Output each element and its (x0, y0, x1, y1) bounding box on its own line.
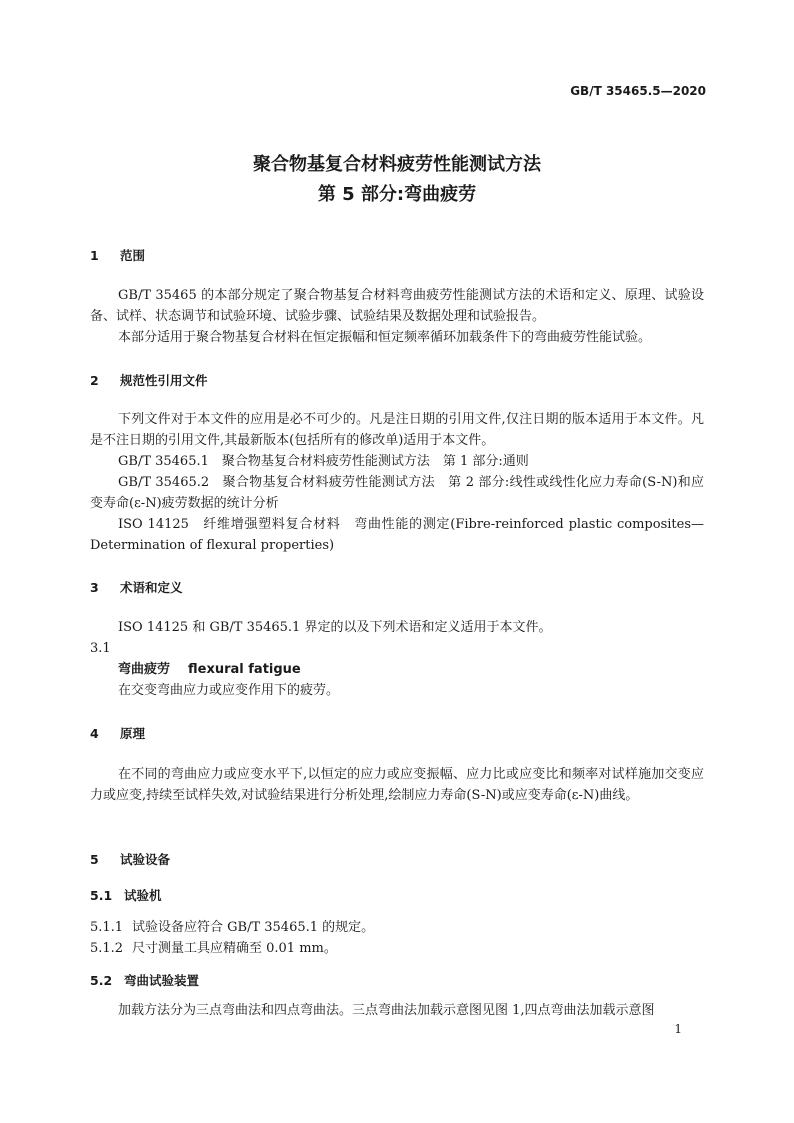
section-number: 1 (90, 248, 99, 263)
doc-title: 聚合物基复合材料疲劳性能测试方法 (253, 154, 541, 175)
scope-paragraph-1: GB/T 35465 的本部分规定了聚合物基复合材料弯曲疲劳性能测试方法的术语和定义、原理、试验设备、试样、状态调节和试验环境、试验步骤、试验结果及数据处理和试验报告。 (90, 288, 704, 324)
section-5-heading (90, 850, 170, 868)
section-3-heading (90, 578, 183, 596)
section-number: 5 (90, 852, 99, 867)
section-5-1-heading (90, 886, 162, 904)
page-number: 1 (674, 1022, 682, 1036)
section-title: 术语和定义 (120, 580, 183, 595)
section-title: 原理 (120, 726, 146, 741)
reference-3: ISO 14125 纤维增强塑料复合材料 弯曲性能的测定(Fibre-reinforced plastic composites—Determination of flexural properties) (90, 517, 704, 553)
section-number: 4 (90, 726, 99, 741)
scope-paragraph-2: 本部分适用于聚合物基复合材料在恒定振幅和恒定频率循环加载条件下的弯曲疲劳性能试验。 (118, 330, 652, 345)
section-2-heading (90, 371, 208, 389)
section-number: 5.1 (90, 888, 113, 903)
section-number: 5.2 (90, 973, 113, 988)
clause-number: 5.1.1 (90, 920, 124, 935)
principle-paragraph: 在不同的弯曲应力或应变水平下,以恒定的应力或应变振幅、应力比或应变比和频率对试样施加交变应力或应变,持续至试样失效,对试验结果进行分析处理,绘制应力寿命(S-N)或应变寿命(ε-N)曲线。 (90, 767, 704, 803)
normative-intro: 下列文件对于本文件的应用是必不可少的。凡是注日期的引用文件,仅注日期的版本适用于本文件。凡是不注日期的引用文件,其最新版本(包括所有的修改单)适用于本文件。 (90, 412, 704, 448)
clause-5-1-2 (90, 938, 704, 959)
terms-intro: ISO 14125 和 GB/T 35465.1 界定的以及下列术语和定义适用于本文件。 (118, 620, 552, 635)
clause-number: 5.1.2 (90, 941, 124, 956)
term-definition: 在交变弯曲应力或应变作用下的疲劳。 (118, 683, 340, 698)
clause-text: 尺寸测量工具应精确至 0.01 mm。 (132, 941, 337, 956)
term-chinese: 弯曲疲劳 (118, 662, 171, 677)
clause-5-1-1 (90, 917, 704, 938)
section-title: 弯曲试验装置 (124, 973, 200, 988)
section-title: 试验机 (124, 888, 162, 903)
section-5-2-heading (90, 971, 199, 989)
term-number: 3.1 (90, 641, 111, 656)
section-number: 3 (90, 580, 99, 595)
section-1-heading (90, 246, 145, 264)
reference-2: GB/T 35465.2 聚合物基复合材料疲劳性能测试方法 第 2 部分:线性或线性化应力寿命(S-N)和应变寿命(ε-N)疲劳数据的统计分析 (90, 475, 704, 511)
term-english: flexural fatigue (188, 662, 301, 677)
standard-number: GB/T 35465.5—2020 (570, 84, 706, 98)
doc-subtitle: 第 5 部分:弯曲疲劳 (317, 184, 477, 205)
reference-1: GB/T 35465.1 聚合物基复合材料疲劳性能测试方法 第 1 部分:通则 (118, 454, 529, 469)
section-title: 规范性引用文件 (120, 373, 208, 388)
clause-5-2-text: 加载方法分为三点弯曲法和四点弯曲法。三点弯曲法加载示意图见图 1,四点弯曲法加载示意图 (118, 1003, 655, 1018)
clause-text: 试验设备应符合 GB/T 35465.1 的规定。 (132, 920, 375, 935)
section-number: 2 (90, 373, 99, 388)
section-4-heading (90, 724, 145, 742)
section-title: 范围 (120, 248, 146, 263)
section-title: 试验设备 (120, 852, 171, 867)
term-entry (90, 659, 732, 680)
